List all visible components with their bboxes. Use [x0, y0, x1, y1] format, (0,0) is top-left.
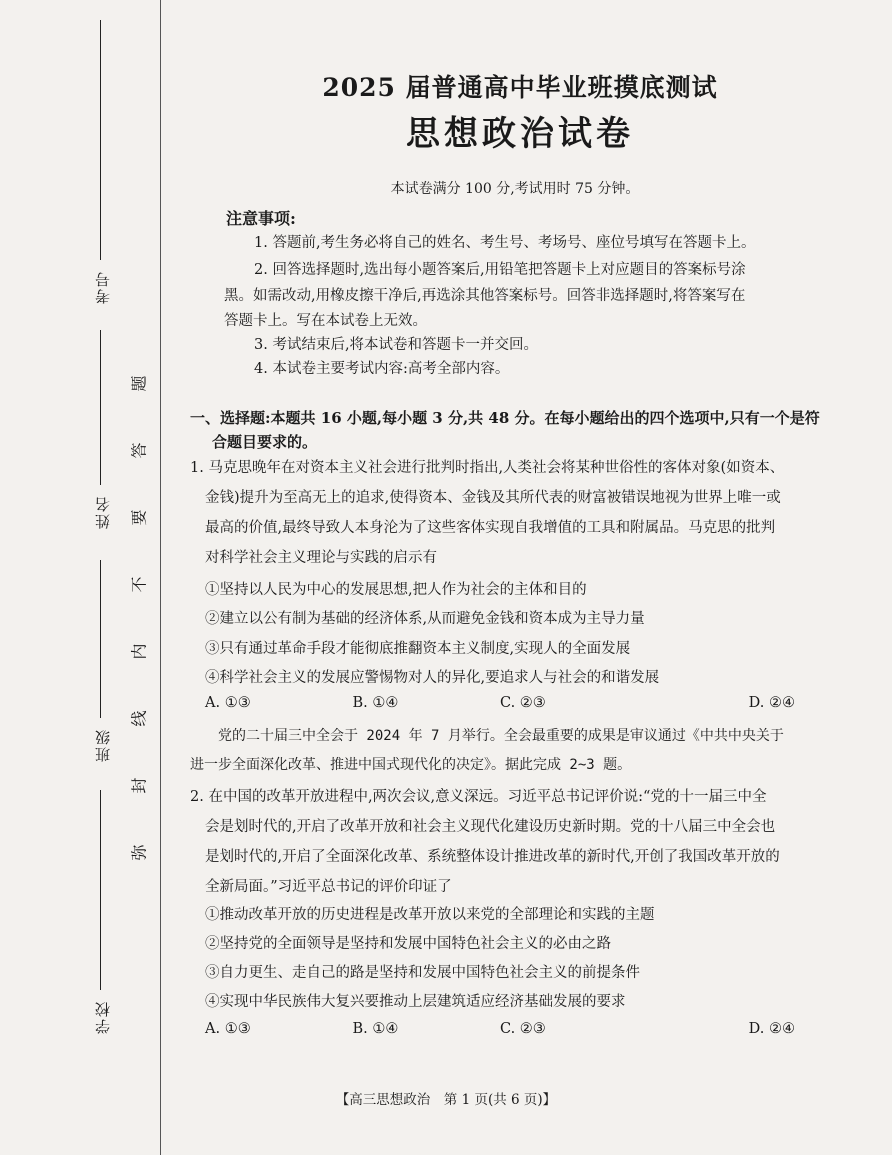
field-class-blank	[100, 560, 101, 718]
field-name-label: 姓名	[94, 495, 112, 529]
note-item: 2. 回答选择题时,选出每小题答案后,用铅笔把答题卡上对应题目的答案标号涂	[254, 262, 746, 278]
notes-heading: 注意事项:	[226, 209, 296, 228]
stem-line: 最高的价值,最终导致人本身沦为了这些客体实现自我增值的工具和附属品。马克思的批判	[205, 520, 776, 536]
choice-d: D. ②④	[748, 695, 795, 711]
question-1-option: ③只有通过革命手段才能彻底推翻资本主义制度,实现人的全面发展	[205, 641, 631, 657]
seal-char: 弥	[129, 844, 149, 861]
seal-char: 不	[129, 576, 149, 593]
question-2-option: ②坚持党的全面领导是坚持和发展中国特色社会主义的必由之路	[205, 936, 611, 952]
choice-d: D. ②④	[748, 1021, 795, 1037]
question-1-option: ①坚持以人民为中心的发展思想,把人作为社会的主体和目的	[205, 582, 587, 598]
seal-line	[160, 0, 161, 1155]
field-name-blank	[100, 330, 101, 485]
choice-c: C. ②③	[500, 1021, 546, 1037]
stem-line: 全新局面。”习近平总书记的评价印证了	[205, 879, 452, 895]
choice-a: A. ①③	[205, 695, 251, 711]
question-2-stem	[190, 782, 840, 902]
question-1-choices	[205, 695, 795, 711]
choice-b: B. ①④	[352, 1021, 399, 1037]
seal-warning	[129, 372, 149, 861]
field-class-label: 班级	[94, 728, 112, 762]
stem-line: 1. 马克思晚年在对资本主义社会进行批判时指出,人类社会将某种世俗性的客体对象(如资本、	[190, 460, 785, 476]
choice-b: B. ①④	[352, 695, 399, 711]
stem-line: 是划时代的,开启了全面深化改革、系统整体设计推进改革的新时代,开创了我国改革开放的	[205, 849, 780, 865]
exam-meta: 本试卷满分 100 分,考试用时 75 分钟。	[390, 181, 640, 197]
note-item: 黑。如需改动,用橡皮擦干净后,再选涂其他答案标号。回答非选择题时,将答案写在	[224, 288, 746, 304]
choice-c: C. ②③	[500, 695, 546, 711]
question-1-option: ④科学社会主义的发展应警惕物对人的异化,要追求人与社会的和谐发展	[205, 670, 660, 686]
note-item: 3. 考试结束后,将本试卷和答题卡一并交回。	[254, 337, 539, 353]
page-footer: 【高三思想政治 第 1 页(共 6 页)】	[335, 1092, 557, 1108]
material-intro	[190, 722, 850, 780]
note-item: 1. 答题前,考生务必将自己的姓名、考生号、考场号、座位号填写在答题卡上。	[254, 235, 756, 251]
section-heading	[190, 406, 850, 454]
section-heading-line: 一、选择题:本题共 16 小题,每小题 3 分,共 48 分。在每小题给出的四个选项中,只有一个是符	[190, 409, 820, 427]
stem-line: 2. 在中国的改革开放进程中,两次会议,意义深远。习近平总书记评价说:“党的十一届三中全	[190, 789, 767, 805]
question-2-option: ④实现中华民族伟大复兴要推动上层建筑适应经济基础发展的要求	[205, 994, 626, 1010]
exam-subject-title: 思想政治试卷	[406, 114, 634, 154]
seal-char: 答	[129, 442, 149, 459]
choice-a: A. ①③	[205, 1021, 251, 1037]
field-exam-number-blank	[100, 20, 101, 260]
stem-line: 金钱)提升为至高无上的追求,使得资本、金钱及其所代表的财富被错误地视为世界上唯一或	[205, 490, 781, 506]
exam-title: 2025 届普通高中毕业班摸底测试	[322, 73, 718, 102]
note-item: 答题卡上。写在本试卷上无效。	[224, 313, 427, 329]
question-1-stem	[190, 453, 840, 573]
question-2-option: ①推动改革开放的历史进程是改革开放以来党的全部理论和实践的主题	[205, 907, 655, 923]
question-1-option: ②建立以公有制为基础的经济体系,从而避免金钱和资本成为主导力量	[205, 611, 645, 627]
stem-line: 对科学社会主义理论与实践的启示有	[205, 550, 437, 566]
seal-char: 线	[129, 710, 149, 727]
intro-line: 进一步全面深化改革、推进中国式现代化的决定》。据此完成 2~3 题。	[190, 757, 632, 773]
seal-char: 题	[129, 375, 149, 392]
field-school-blank	[100, 790, 101, 990]
section-heading-line: 合题目要求的。	[212, 433, 318, 451]
intro-line: 党的二十届三中全会于 2024 年 7 月举行。全会最重要的成果是审议通过《中共中央关于	[218, 728, 784, 744]
question-2-option: ③自力更生、走自己的路是坚持和发展中国特色社会主义的前提条件	[205, 965, 640, 981]
seal-char: 封	[129, 777, 149, 794]
field-school-label: 学校	[94, 1000, 112, 1034]
seal-char: 要	[129, 509, 149, 526]
note-item: 4. 本试卷主要考试内容:高考全部内容。	[254, 361, 510, 377]
question-2-choices	[205, 1021, 795, 1037]
field-exam-number-label: 考号	[94, 270, 112, 304]
stem-line: 会是划时代的,开启了改革开放和社会主义现代化建设历史新时期。党的十八届三中全会也	[205, 819, 776, 835]
seal-char: 内	[129, 643, 149, 660]
